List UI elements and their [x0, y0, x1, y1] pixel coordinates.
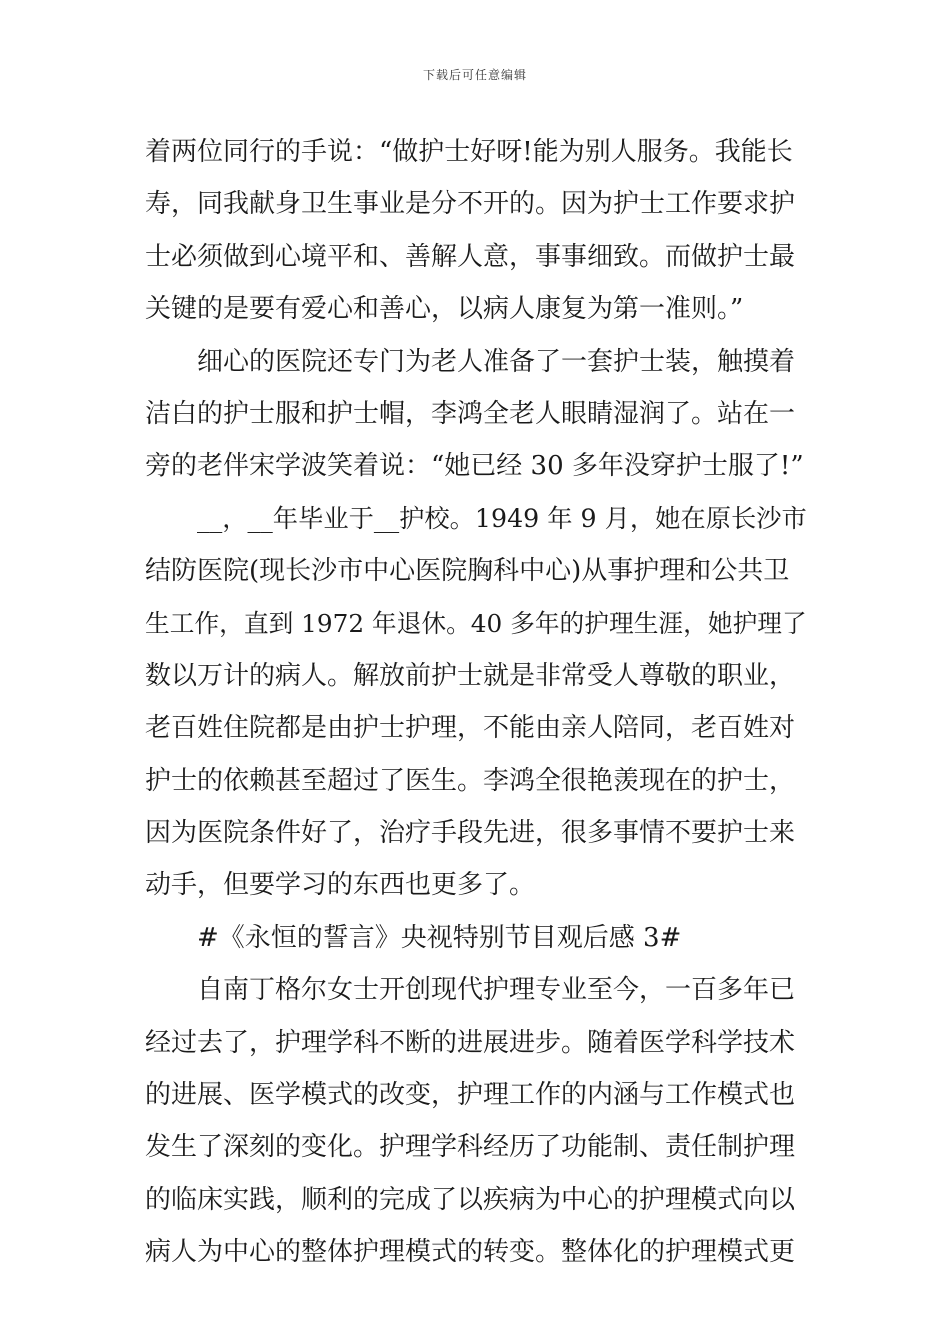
- text-line: 发生了深刻的变化。护理学科经历了功能制、责任制护理: [145, 1132, 796, 1163]
- text-line: 动手，但要学习的东西也更多了。: [145, 870, 536, 901]
- text-line: 士必须做到心境平和、善解人意，事事细致。而做护士最: [145, 241, 796, 272]
- text-line: 因为医院条件好了，治疗手段先进，很多事情不要护士来: [145, 818, 796, 849]
- text-line: 护士的依赖甚至超过了医生。李鸿全很艳羡现在的护士，: [145, 765, 796, 796]
- page-header: 下载后可任意编辑: [422, 68, 527, 82]
- text-line: 细心的医院还专门为老人准备了一套护士装，触摸着: [197, 346, 796, 377]
- section-heading: #《永恒的誓言》央视特别节目观后感 3#: [197, 922, 682, 953]
- text-line: 结防医院(现长沙市中心医院胸科中心)从事护理和公共卫: [145, 556, 790, 587]
- text-line: 洁白的护士服和护士帽，李鸿全老人眼睛湿润了。站在一: [145, 398, 796, 429]
- document-body: [145, 126, 807, 1279]
- text-line: 寿，同我献身卫生事业是分不开的。因为护士工作要求护: [145, 189, 796, 220]
- text-line: __，__年毕业于__护校。1949 年 9 月，她在原长沙市: [197, 503, 807, 533]
- text-line: 病人为中心的整体护理模式的转变。整体化的护理模式更: [145, 1237, 796, 1268]
- text-line: 自南丁格尔女士开创现代护理专业至今，一百多年已: [197, 975, 796, 1006]
- text-line: 老百姓住院都是由护士护理，不能由亲人陪同，老百姓对: [145, 713, 796, 744]
- text-line: 关键的是要有爱心和善心，以病人康复为第一准则。”: [145, 294, 744, 325]
- text-line: 的临床实践，顺利的完成了以疾病为中心的护理模式向以: [145, 1184, 796, 1215]
- text-line: 生工作，直到 1972 年退休。40 多年的护理生涯，她护理了: [145, 608, 807, 638]
- text-line: 的进展、医学模式的改变，护理工作的内涵与工作模式也: [145, 1080, 796, 1111]
- text-line: 经过去了，护理学科不断的进展进步。随着医学科学技术: [145, 1027, 796, 1058]
- text-line: 数以万计的病人。解放前护士就是非常受人尊敬的职业，: [145, 660, 796, 691]
- text-line: 着两位同行的手说：“做护士好呀!能为别人服务。我能长: [145, 137, 793, 167]
- text-line: 旁的老伴宋学波笑着说：“她已经 30 多年没穿护士服了!”: [145, 451, 804, 482]
